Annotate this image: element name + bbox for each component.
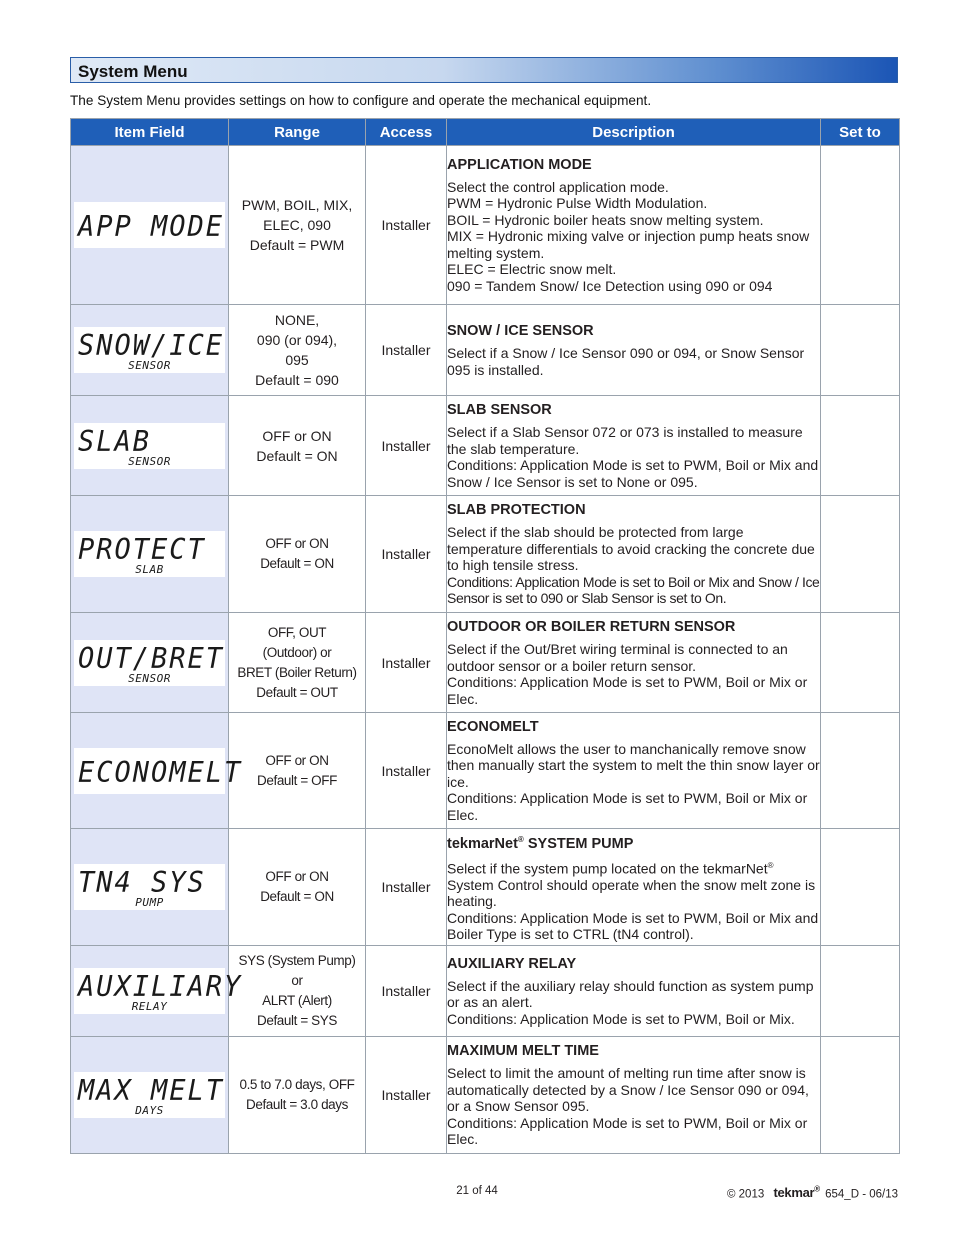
item-field-cell	[71, 146, 229, 305]
description-cell	[447, 396, 821, 496]
lcd-display	[74, 327, 225, 373]
description-line: EconoMelt allows the user to manchanically remove snow then manually start the system to melt the thin snow layer or ice.	[447, 740, 820, 790]
lcd-sub-text: SENSOR	[128, 671, 171, 685]
item-field-cell	[71, 829, 229, 946]
lcd-sub-text: SLAB	[135, 563, 164, 576]
range-line: 0.5 to 7.0 days, OFF	[239, 1077, 355, 1092]
range-line: 095	[285, 352, 309, 368]
brand-name: tekmar	[773, 1185, 815, 1201]
description-cell	[447, 946, 821, 1037]
section-title: System Menu	[78, 62, 188, 81]
table-row	[71, 496, 900, 613]
table-row	[71, 713, 900, 829]
line-prefix: Select if the system pump located on the tekmarNet	[447, 860, 768, 877]
lcd-sub-text: PUMP	[135, 896, 164, 909]
table-row	[71, 946, 900, 1037]
range-cell	[229, 613, 366, 713]
lcd-main-text: OUT/BRET	[78, 642, 225, 676]
description-line: Conditions: Application Mode is set to PWM, Boil or Mix and Snow / Ice Sensor is set to None or 095.	[447, 457, 819, 490]
set-to-cell[interactable]	[821, 496, 900, 613]
description-line: MIX = Hydronic mixing valve or injection pump heats snow melting system.	[447, 228, 810, 261]
lcd-main-text: APP MODE	[78, 211, 225, 244]
range-line: Default = ON	[260, 889, 334, 904]
range-line: OFF or ON	[265, 752, 329, 768]
range-line: OFF or ON	[265, 869, 329, 884]
item-field-cell	[71, 496, 229, 613]
description-title: MAXIMUM MELT TIME	[447, 1043, 599, 1060]
range-line: BRET (Boiler Return)	[237, 664, 357, 680]
item-field-cell	[71, 1037, 229, 1154]
header-description: Description	[447, 119, 821, 146]
range-line: Default = ON	[260, 556, 334, 571]
range-line: Default = OFF	[257, 772, 337, 788]
set-to-cell[interactable]	[821, 305, 900, 396]
lcd-main-text: MAX MELT	[78, 1075, 225, 1108]
description-line: Select if the slab should be protected from large temperature differentials to avoid cracking the concrete due to high tensile stress.	[447, 524, 815, 574]
lcd-display	[74, 968, 243, 1014]
lcd-sub-text: DAYS	[135, 1104, 164, 1117]
lcd-display	[74, 202, 225, 248]
range-line: ELEC, 090	[263, 217, 331, 233]
description-line: 090 = Tandem Snow/ Ice Detection using 090 or 094	[447, 277, 773, 294]
range-line: PWM, BOIL, MIX,	[241, 197, 353, 213]
description-line: Select if a Slab Sensor 072 or 073 is installed to measure the slab temperature.	[447, 424, 803, 457]
description-cell	[447, 1037, 821, 1154]
range-line: Default = 090	[255, 372, 339, 388]
range-line: Default = 3.0 days	[246, 1097, 348, 1112]
table-row	[71, 829, 900, 946]
registered-mark: ®	[517, 835, 524, 844]
item-field-cell	[71, 396, 229, 496]
page-number: 21 of 44	[456, 1185, 498, 1197]
range-cell	[229, 496, 366, 613]
table-row	[71, 613, 900, 713]
range-cell	[229, 396, 366, 496]
header-access: Access	[366, 119, 447, 146]
access-cell: Installer	[366, 613, 447, 713]
description-cell	[447, 829, 821, 946]
range-cell	[229, 946, 366, 1037]
lcd-main-text: TN4 SYS	[78, 867, 206, 900]
range-cell	[229, 1037, 366, 1154]
description-line: BOIL = Hydronic boiler heats snow melting system.	[447, 211, 764, 228]
document-code: 654_D - 06/13	[825, 1188, 898, 1201]
intro-text: The System Menu provides settings on how to configure and operate the mechanical equipment.	[70, 93, 652, 108]
lcd-main-text: ECONOMELT	[78, 756, 243, 790]
description-cell	[447, 146, 821, 305]
description-line: Conditions: Application Mode is set to PWM, Boil or Mix and Boiler Type is set to CTRL (tN4 control).	[447, 909, 819, 943]
description-line	[447, 858, 820, 910]
footer-info	[727, 1185, 898, 1200]
access-cell: Installer	[366, 305, 447, 396]
range-line: OFF or ON	[265, 536, 329, 551]
description-cell	[447, 496, 821, 613]
lcd-display	[74, 423, 225, 469]
lcd-display	[74, 864, 225, 910]
range-line: OFF or ON	[262, 427, 332, 444]
system-menu-table	[70, 118, 900, 1154]
set-to-cell[interactable]	[821, 146, 900, 305]
table-header-row	[71, 119, 900, 146]
lcd-main-text: AUXILIARY	[78, 971, 243, 1004]
title-suffix: SYSTEM PUMP	[523, 835, 634, 852]
set-to-cell[interactable]	[821, 1037, 900, 1154]
description-line: Conditions: Application Mode is set to PWM, Boil or Mix or Elec.	[447, 674, 808, 707]
lcd-display	[74, 531, 225, 577]
description-line: Select if a Snow / Ice Sensor 090 or 094, or Snow Sensor 095 is installed.	[447, 345, 805, 378]
description-line: Select to limit the amount of melting run time after snow is automatically detected by a Snow / Ice Sensor 090 or 094, or a Snow Sensor 095.	[447, 1065, 809, 1115]
description-line: Select if the auxiliary relay should function as system pump or as an alert.	[447, 977, 814, 1011]
description-title: SNOW / ICE SENSOR	[447, 323, 594, 339]
description-title: AUXILIARY RELAY	[447, 955, 577, 972]
lcd-main-text: SNOW/ICE	[78, 330, 225, 363]
description-line: PWM = Hydronic Pulse Width Modulation.	[447, 195, 708, 212]
range-cell	[229, 829, 366, 946]
access-cell: Installer	[366, 713, 447, 829]
lcd-main-text: PROTECT	[78, 534, 206, 567]
set-to-cell[interactable]	[821, 613, 900, 713]
set-to-cell[interactable]	[821, 829, 900, 946]
lcd-sub-text: RELAY	[131, 1000, 168, 1013]
access-cell: Installer	[366, 496, 447, 613]
set-to-cell[interactable]	[821, 713, 900, 829]
set-to-cell[interactable]	[821, 396, 900, 496]
section-header	[70, 57, 898, 83]
description-title: SLAB PROTECTION	[447, 502, 586, 519]
access-cell: Installer	[366, 1037, 447, 1154]
access-cell: Installer	[366, 396, 447, 496]
range-cell	[229, 305, 366, 396]
header-set-to: Set to	[821, 119, 900, 146]
range-line: Default = SYS	[257, 1013, 337, 1028]
item-field-cell	[71, 613, 229, 713]
table-row	[71, 146, 900, 305]
title-prefix: tekmarNet	[447, 835, 518, 852]
table-row	[71, 1037, 900, 1154]
lcd-main-text: SLAB	[78, 425, 152, 459]
brand-logo	[773, 1185, 819, 1200]
table-row	[71, 305, 900, 396]
range-line: OFF, OUT	[267, 624, 327, 640]
line-suffix: System Control should operate when the snow melt zone is heating.	[447, 876, 816, 910]
description-cell	[447, 305, 821, 396]
description-line: ELEC = Electric snow melt.	[447, 261, 617, 278]
description-title	[447, 831, 820, 853]
range-line: SYS (System Pump)	[238, 953, 356, 968]
registered-mark: ®	[767, 860, 774, 870]
description-title: APPLICATION MODE	[447, 156, 592, 173]
header-item-field: Item Field	[71, 119, 229, 146]
access-cell: Installer	[366, 146, 447, 305]
item-field-cell	[71, 946, 243, 1037]
access-cell: Installer	[366, 946, 447, 1037]
range-line: ALRT (Alert)	[262, 993, 332, 1008]
range-line: 090 (or 094),	[256, 332, 338, 348]
range-cell	[229, 713, 366, 829]
description-line: Conditions: Application Mode is set to PWM, Boil or Mix or Elec.	[447, 790, 808, 823]
range-cell	[229, 146, 366, 305]
range-line: (Outdoor) or	[262, 644, 332, 660]
item-field-cell	[71, 713, 243, 829]
lcd-sub-text: SENSOR	[128, 359, 171, 372]
item-field-cell	[71, 305, 229, 396]
header-range: Range	[229, 119, 366, 146]
set-to-cell[interactable]	[821, 946, 900, 1037]
description-title: SLAB SENSOR	[447, 402, 552, 418]
description-line: Conditions: Application Mode is set to PWM, Boil or Mix or Elec.	[447, 1114, 808, 1148]
copyright: © 2013	[726, 1188, 765, 1201]
range-line: or	[291, 973, 303, 988]
lcd-display	[74, 748, 243, 794]
description-cell	[447, 713, 821, 829]
lcd-display	[74, 640, 225, 686]
lcd-sub-text: SENSOR	[128, 454, 171, 468]
description-line: Conditions: Application Mode is set to PWM, Boil or Mix.	[447, 1010, 795, 1027]
description-title: OUTDOOR OR BOILER RETURN SENSOR	[447, 619, 736, 635]
registered-mark: ®	[814, 1185, 820, 1194]
range-line: Default = OUT	[256, 684, 338, 700]
description-title: ECONOMELT	[447, 718, 539, 735]
range-line: Default = PWM	[249, 237, 345, 253]
description-cell	[447, 613, 821, 713]
description-line: Conditions: Application Mode is set to Boil or Mix and Snow / Ice Sensor is set to 090 or Slab Sensor is set to On.	[447, 573, 820, 607]
table-row	[71, 396, 900, 496]
description-line: Select the control application mode.	[447, 178, 669, 195]
description-line: Select if the Out/Bret wiring terminal is connected to an outdoor sensor or a boiler return sensor.	[447, 641, 788, 674]
lcd-display	[74, 1072, 225, 1118]
range-line: Default = ON	[256, 447, 338, 464]
access-cell: Installer	[366, 829, 447, 946]
range-line: NONE,	[274, 312, 320, 328]
